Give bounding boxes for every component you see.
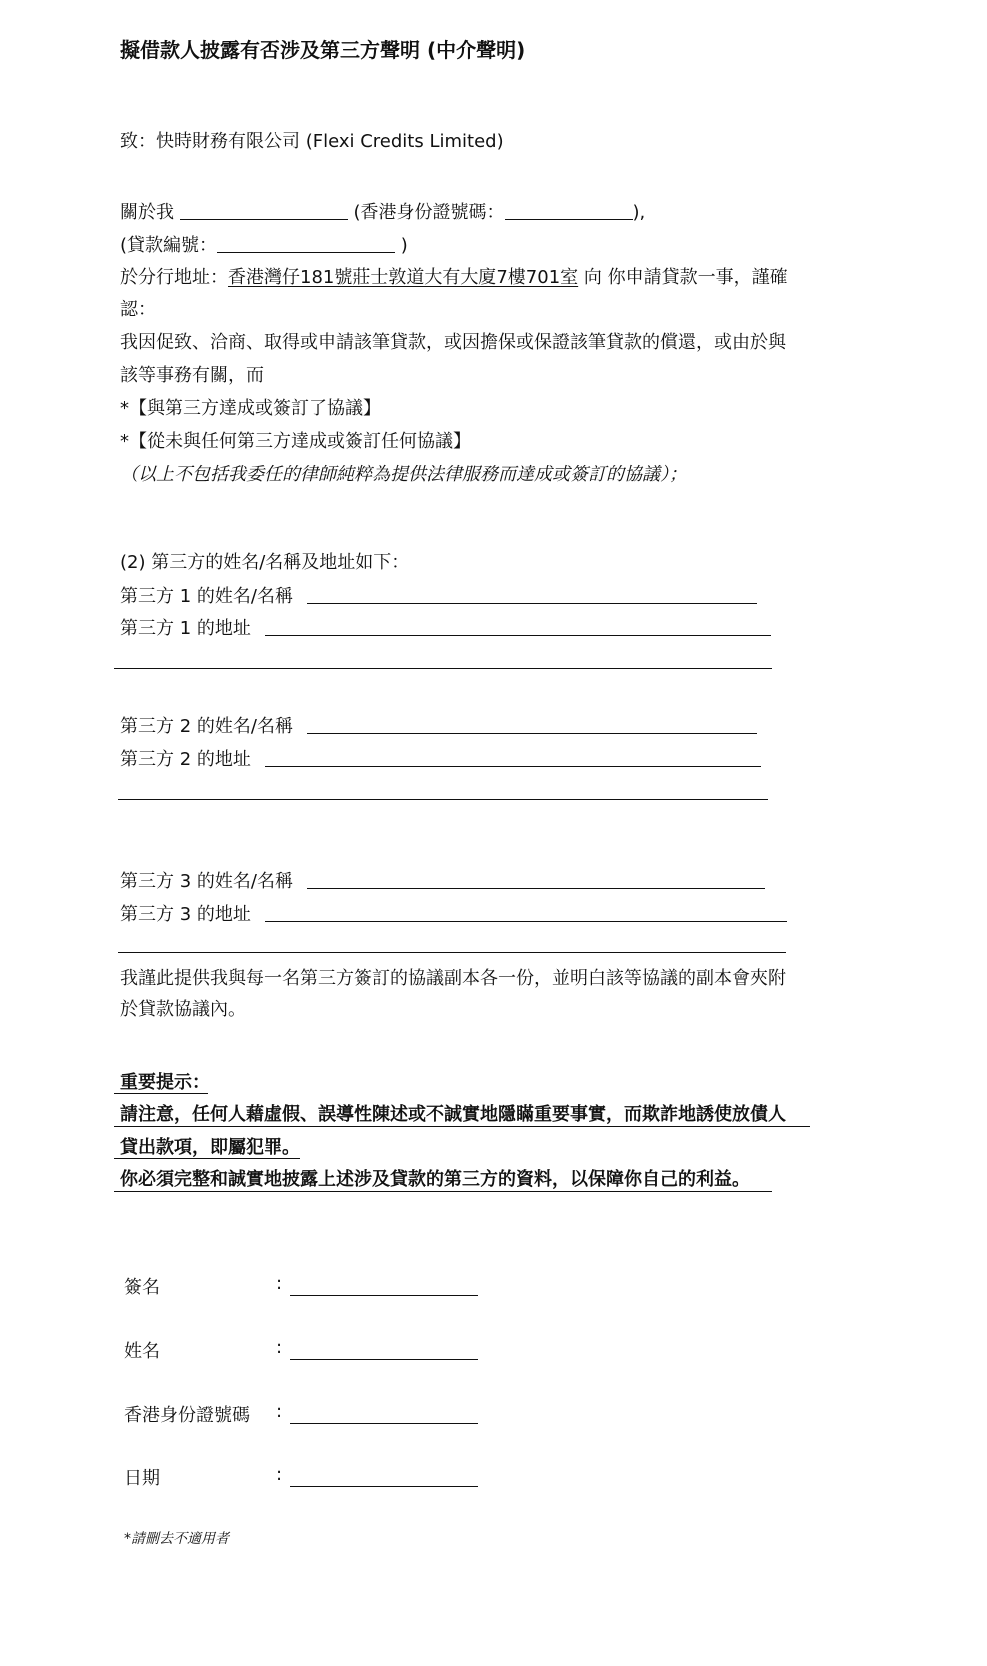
third-party-2-name-blank[interactable] xyxy=(307,715,757,734)
branch-suffix: 向 你申請貸款一事，謹確 xyxy=(578,267,788,288)
third-party-1-name-label: 第三方 1 的姓名/名稱 xyxy=(120,586,293,607)
date-label: 日期 xyxy=(124,1468,160,1489)
loan-number-label: (貸款編號： xyxy=(120,235,218,256)
hkid-signature-label: 香港身份證號碼 xyxy=(124,1405,250,1426)
notice-line-3-underline xyxy=(114,1191,772,1192)
notice-line-3: 你必須完整和誠實地披露上述涉及貸款的第三方的資料，以保障你自己的利益。 xyxy=(120,1169,750,1190)
third-party-3-address-blank-2[interactable] xyxy=(118,952,786,953)
name-colon: : xyxy=(276,1337,283,1358)
signature-label: 簽名 xyxy=(124,1277,160,1298)
third-party-1-name-row xyxy=(120,585,757,609)
notice-line-1-underline xyxy=(114,1126,810,1127)
hkid-suffix: ), xyxy=(632,202,646,223)
option-no-agreement[interactable]: *【從未與任何第三方達成或簽訂任何協議】 xyxy=(120,431,471,452)
notice-line-2: 貸出款項，即屬犯罪。 xyxy=(120,1137,300,1158)
exclusion-note: （以上不包括我委任的律師純粹為提供法律服務而達成或簽訂的協議）； xyxy=(120,464,687,485)
notice-heading-underline xyxy=(114,1093,208,1094)
name-blank[interactable] xyxy=(290,1339,478,1360)
third-party-3-address-label: 第三方 3 的地址 xyxy=(120,904,251,925)
third-party-3-address-blank[interactable] xyxy=(265,903,787,922)
third-party-3-name-row xyxy=(120,870,765,894)
third-party-1-name-blank[interactable] xyxy=(307,585,757,604)
copy-statement-line-1: 我謹此提供我與每一名第三方簽訂的協議副本各一份，並明白該等協議的副本會夾附 xyxy=(120,968,786,989)
third-party-2-address-blank[interactable] xyxy=(265,748,761,767)
paragraph-1-line-1: 我因促致、洽商、取得或申請該筆貸款，或因擔保或保證該筆貸款的償還，或由於與 xyxy=(120,332,786,353)
third-party-1-address-label: 第三方 1 的地址 xyxy=(120,618,251,639)
hkid-label: (香港身份證號碼： xyxy=(353,202,505,223)
hkid-signature-blank[interactable] xyxy=(290,1403,478,1424)
notice-heading: 重要提示： xyxy=(120,1072,210,1093)
notice-line-2-underline xyxy=(114,1158,300,1159)
loan-number-suffix: ) xyxy=(400,235,408,256)
third-party-2-address-blank-2[interactable] xyxy=(118,799,768,800)
signature-colon: : xyxy=(276,1273,283,1294)
loan-number-line xyxy=(120,234,408,258)
third-party-3-address-row xyxy=(120,903,787,927)
borrower-name-blank[interactable] xyxy=(180,201,348,220)
third-party-2-address-label: 第三方 2 的地址 xyxy=(120,749,251,770)
about-me-label: 關於我 xyxy=(120,202,174,223)
third-party-1-address-blank[interactable] xyxy=(265,617,771,636)
third-party-3-name-label: 第三方 3 的姓名/名稱 xyxy=(120,871,293,892)
third-party-2-name-label: 第三方 2 的姓名/名稱 xyxy=(120,716,293,737)
third-party-1-address-blank-2[interactable] xyxy=(114,668,772,669)
name-label: 姓名 xyxy=(124,1341,160,1362)
hkid-signature-colon: : xyxy=(276,1401,283,1422)
third-party-3-name-blank[interactable] xyxy=(307,870,765,889)
confirm-line: 認： xyxy=(120,299,156,320)
third-party-1-address-row xyxy=(120,617,771,641)
document-title: 擬借款人披露有否涉及第三方聲明 (中介聲明) xyxy=(120,38,526,62)
copy-statement-line-2: 於貸款協議內。 xyxy=(120,999,246,1020)
loan-number-blank[interactable] xyxy=(217,234,395,253)
date-blank[interactable] xyxy=(290,1466,478,1487)
branch-address: 香港灣仔181號莊士敦道大有大廈7樓701室 xyxy=(228,267,579,288)
signature-blank[interactable] xyxy=(290,1275,478,1296)
branch-line xyxy=(120,266,788,290)
third-party-2-address-row xyxy=(120,748,761,772)
addressee-line: 致：快時財務有限公司 (Flexi Credits Limited) xyxy=(120,131,504,152)
hkid-blank[interactable] xyxy=(505,201,633,220)
paragraph-1-line-2: 該等事務有關，而 xyxy=(120,365,264,386)
date-colon: : xyxy=(276,1464,283,1485)
about-me-line xyxy=(120,201,645,225)
third-party-2-name-row xyxy=(120,715,757,739)
branch-label: 於分行地址： xyxy=(120,267,228,288)
notice-line-1: 請注意，任何人藉虛假、誤導性陳述或不誠實地隱瞞重要事實，而欺詐地誘使放債人 xyxy=(120,1104,786,1125)
option-agreement[interactable]: *【與第三方達成或簽訂了協議】 xyxy=(120,398,381,419)
footnote: *請刪去不適用者 xyxy=(124,1531,229,1547)
section-2-heading: (2) 第三方的姓名/名稱及地址如下： xyxy=(120,552,410,573)
